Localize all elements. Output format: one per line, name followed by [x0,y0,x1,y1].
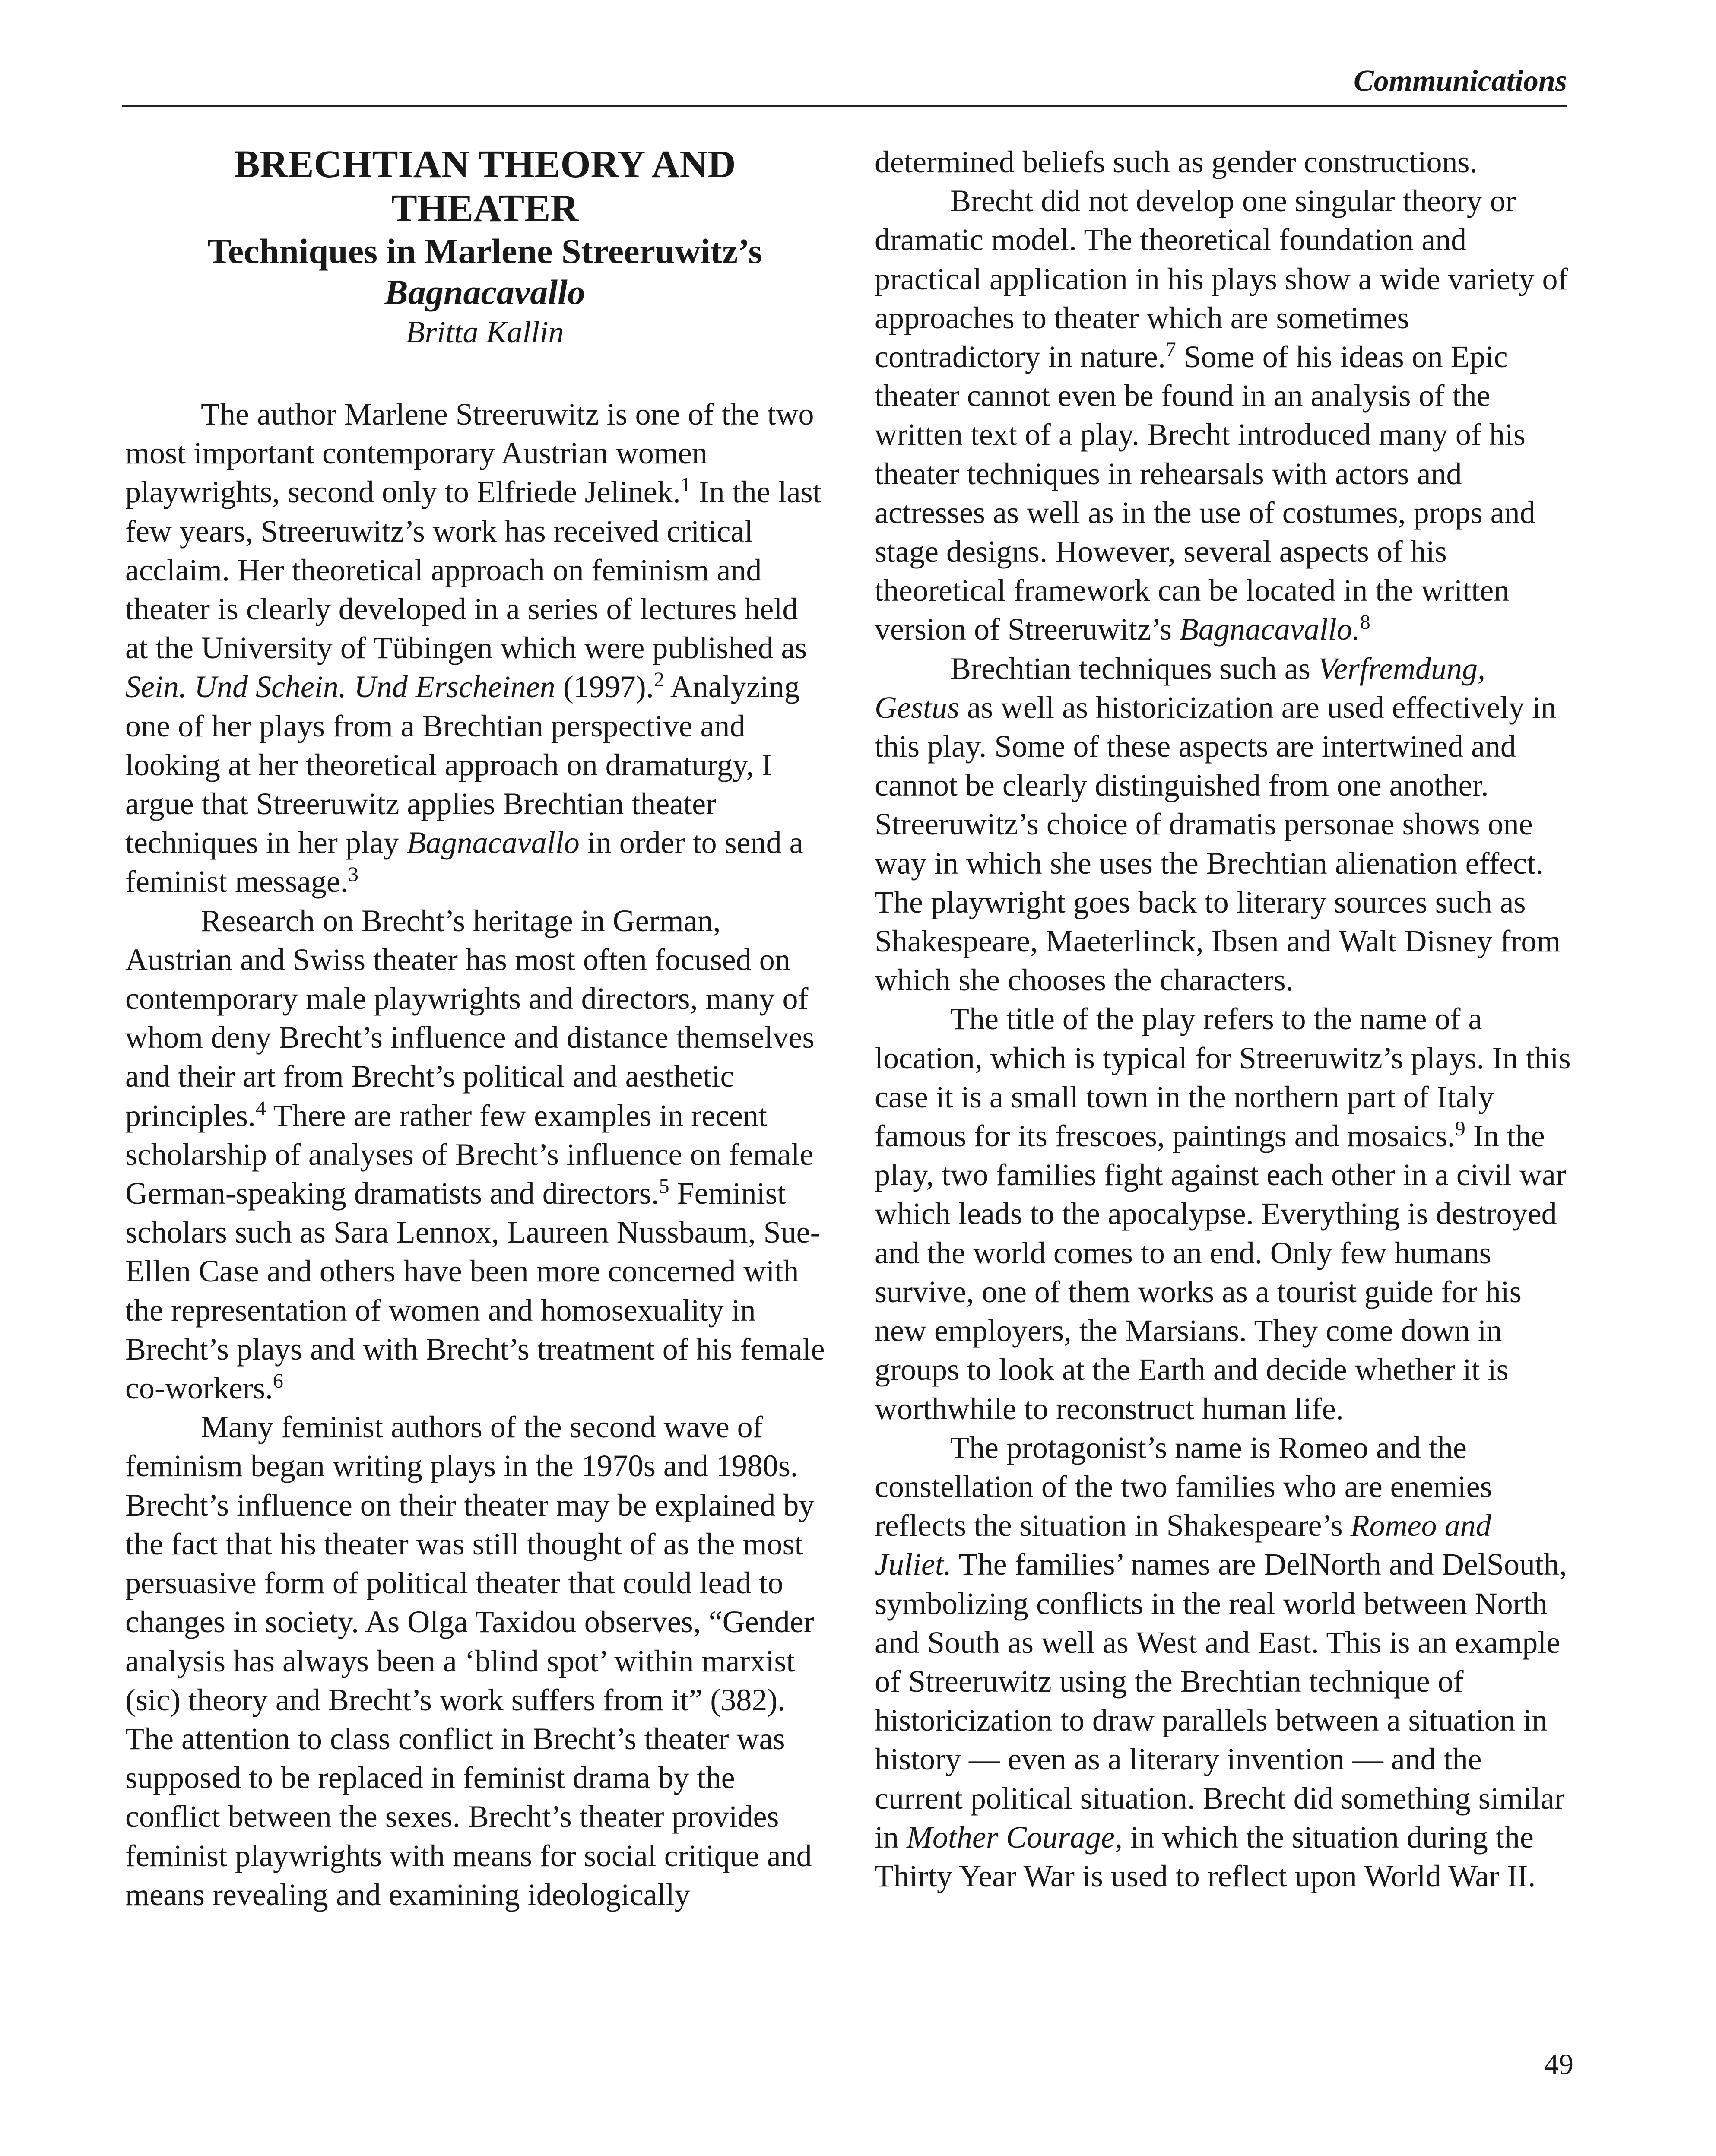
paragraph: Brechtian techniques such as Verfremdung, Gestus as well as historicization are used effectively in this play. Some of these aspects are intertwined and cannot be clearly distinguished from one another. Streeruwitz’s choice of dramatis personae shows one way in which she uses the Brechtian alienation effect. The playwright goes back to literary sources such as Shakespeare, Maeterlinck, Ibsen and Walt Disney from which she chooses the characters. [875,651,1561,998]
footnote-marker: 5 [659,1175,669,1198]
subtitle-text: Techniques in Marlene Streeruwitz’s [207,231,762,271]
work-title: Mother Courage [907,1820,1115,1855]
right-column [875,143,1571,1896]
paragraph: Many feminist authors of the second wave of feminism began writing plays in the 1970s and 1980s. Brecht’s influence on their theater may be explained by the fact that his theater was still thought of as the most persuasive form of political theater that could lead to changes in society. As Olga Taxidou observes, “Gender analysis has always been a ‘blind spot’ within marxist (sic) theory and Brecht’s work suffers from it” (382). The attention to class conflict in Brecht’s theater was supposed to be replaced in feminist drama by the conflict between the sexes. Brecht’s theater provides feminist playwrights with means for social critique and means revealing and examining ideologically [125,1410,815,1912]
footnote-marker: 4 [255,1097,266,1120]
article-heading [125,143,827,352]
paragraph: Research on Brecht’s heritage in German, Austrian and Swiss theater has most often focused on contemporary male playwrights and directors, many of whom deny Brecht’s influence and distance themselves and their art from Brecht’s political and aesthetic principles.$^4$ There are rather few examples in recent scholarship of analyses of Brecht’s influence on female German-speaking dramatists and directors.$^5$ Feminist scholars such as Sara Lennox, Laureen Nussbaum, Sue-Ellen Case and others have been more concerned with the representation of women and homosexuality in Brecht’s plays and with Brecht’s treatment of his female co-workers.$^6$ [125,903,825,1406]
footnote-marker: 1 [680,473,691,497]
work-title: Bagnacavallo [406,825,580,860]
footnote-marker: 2 [653,668,664,691]
footnote-marker: 6 [273,1370,283,1393]
subtitle-work-title: Bagnacavallo [384,273,585,312]
author-name: Britta Kallin [406,315,564,349]
footnote-marker: 3 [348,863,358,886]
footnote-marker: 8 [1360,611,1370,634]
running-header [122,64,1567,107]
paragraph-continued: determined beliefs such as gender constructions. [875,145,1478,179]
footnote-marker: 9 [1455,1117,1465,1141]
paragraph: The author Marlene Streeruwitz is one of the two most important contemporary Austrian women playwrights, second only to Elfriede Jelinek.$^1$ In the last few years, Streeruwitz’s work has received critical acclaim. Her theoretical approach on feminism and theater is clearly developed in a series of lectures held at the University of Tübingen which were published as Sein. Und Schein. Und Erscheinen (1997).$^2$ Analyzing one of her plays from a Brechtian perspective and looking at her theoretical approach on dramaturgy, I argue that Streeruwitz applies Brechtian theater techniques in her play Bagnacavallo in order to send a feminist message.$^3$ [125,397,822,899]
left-column [125,143,827,1914]
work-title: Romeo and Juliet. [875,1508,1491,1582]
term: Verfremdung, Gestus [875,651,1486,725]
section-title: Communications [1353,64,1567,98]
paragraph: The protagonist’s name is Romeo and the constellation of the two families who are enemies reflects the situation in Shakespeare’s Romeo and Juliet. The families’ names are DelNorth and DelSouth, symbolizing conflicts in the real world between North and South as well as West and East. This is an example of Streeruwitz using the Brechtian technique of historicization to draw parallels between a situation in history — even as a literary invention — and the current political situation. Brecht did something similar in Mother Courage, in which the situation during the Thirty Year War is used to reflect upon World War II. [875,1430,1567,1893]
article-title: BRECHTIAN THEORY AND THEATER [234,143,736,230]
paragraph: Brecht did not develop one singular theory or dramatic model. The theoretical foundation and practical application in his plays show a wide variety of approaches to theater which are sometimes contradictory in nature.$^7$ Some of his ideas on Epic theater cannot even be found in an analysis of the written text of a play. Brecht introduced many of his theater techniques in rehearsals with actors and actresses as well as in the use of costumes, props and stage designs. However, several aspects of his theoretical framework can be located in the written version of Streeruwitz’s Bagnacavallo.$^8$ [875,184,1568,647]
work-title: Sein. Und Schein. Und Erscheinen [125,669,555,704]
article-subtitle [143,231,827,313]
footnote-marker: 7 [1165,338,1176,361]
page-number: 49 [1544,2048,1573,2080]
work-title: Bagnacavallo. [1179,612,1360,647]
paragraph: The title of the play refers to the name of a location, which is typical for Streeruwitz’s plays. In this case it is a small town in the northern part of Italy famous for its frescoes, paintings and mosaics.$^9$ In the play, two families fight against each other in a civil war which leads to the apocalypse. Everything is destroyed and the world comes to an end. Only few humans survive, one of them works as a tourist guide for his new employers, the Marsians. They come down in groups to look at the Earth and decide whether it is worthwhile to reconstruct human life. [875,1002,1571,1426]
